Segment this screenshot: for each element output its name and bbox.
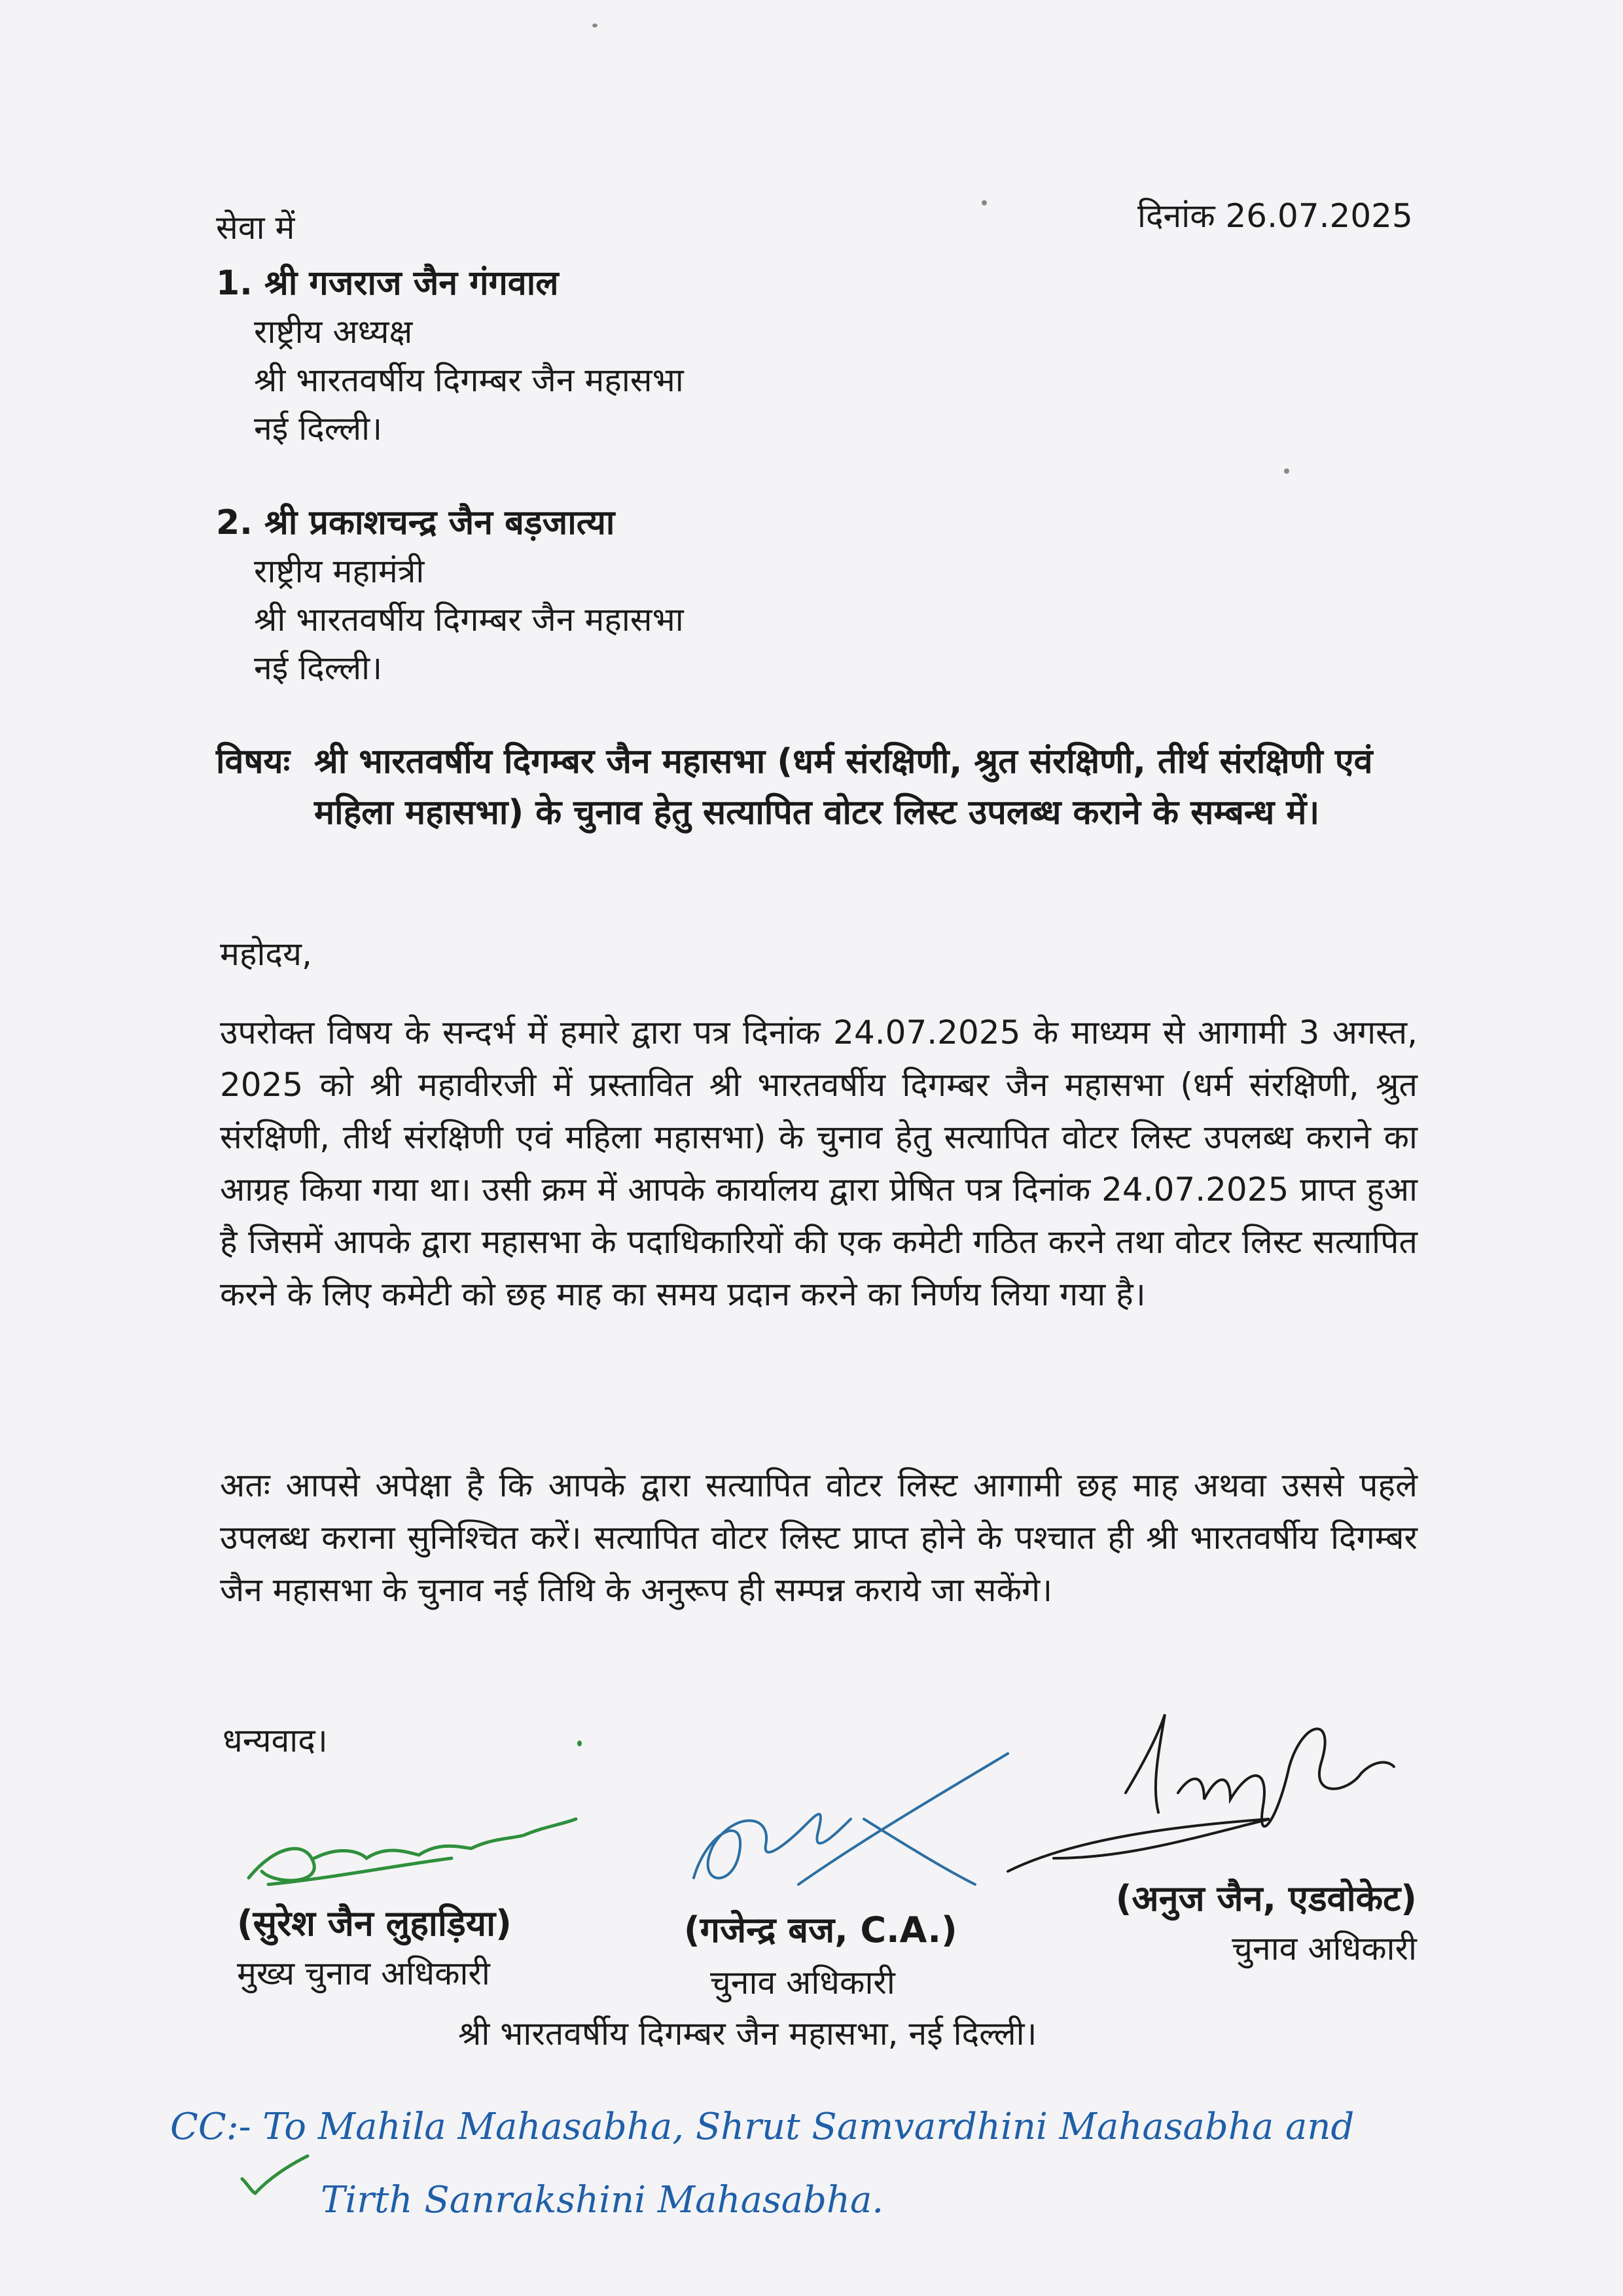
signatory-3-name: (अनुज जैन, एडवोकेट) (1115, 1878, 1417, 1919)
signatory-2-role: चुनाव अधिकारी (710, 1964, 895, 2002)
recipient-2-org: श्री भारतवर्षीय दिगम्बर जैन महासभा (254, 601, 684, 639)
signatory-3-role: चुनाव अधिकारी (1232, 1930, 1417, 1968)
paragraph-1: उपरोक्त विषय के सन्दर्भ में हमारे द्वारा पत्र दिनांक 24.07.2025 के माध्यम से आगामी 3 अगस्त, 2025 को श्री महावीरजी में प्रस्तावित श्री भारतवर्षीय दिगम्बर जैन महासभा (धर्म संरक्षिणी, श्रुत संरक्षिणी, तीर्थ संरक्षिणी एवं महिला महासभा) के चुनाव हेतु सत्यापित वोटर लिस्ट उपलब्ध कराने का आग्रह किया गया था। उसी क्रम में आपके कार्यालय द्वारा प्रेषित पत्र दिनांक 24.07.2025 प्राप्त हुआ है जिसमें आपके द्वारा महासभा के पदाधिकारियों की एक कमेटी गठित करने तथा वोटर लिस्ट सत्यापित करने के लिए कमेटी को छह माह का समय प्रदान करने का निर्णय लिया गया है। (220, 1014, 1418, 1313)
recipient-1-designation: राष्ट्रीय अध्यक्ष (254, 313, 413, 351)
signatory-2-name: (गजेन्द्र बज, C.A.) (684, 1909, 957, 1951)
signatory-1-name: (सुरेश जैन लुहाड़िया) (237, 1903, 512, 1944)
signatory-1 (237, 1898, 512, 1994)
cc-line-1: CC:- To Mahila Mahasabha, Shrut Samvardhini Mahasabha and (170, 2106, 1355, 2148)
paper-speck (982, 200, 987, 205)
organisation-footer: श्री भारतवर्षीय दिगम्बर जैन महासभा, नई दिल्ली। (458, 2015, 1037, 2053)
signature-suresh-icon (236, 1786, 628, 1904)
letter-date: दिनांक 26.07.2025 (1137, 197, 1413, 235)
recipient-2-city: नई दिल्ली। (254, 649, 383, 687)
paragraph-2: अतः आपसे अपेक्षा है कि आपके द्वारा सत्यापित वोटर लिस्ट आगामी छह माह अथवा उससे पहले उपलब्ध कराना सुनिश्चित करें। सत्यापित वोटर लिस्ट प्राप्त होने के पश्चात ही श्री भारतवर्षीय दिगम्बर जैन महासभा के चुनाव नई तिथि के अनुरूप ही सम्पन्न कराये जा सकेंगे। (220, 1466, 1418, 1609)
signature-anuj-icon (995, 1695, 1414, 1891)
recipient-1-city: नई दिल्ली। (254, 410, 383, 448)
recipient-2 (216, 499, 684, 692)
paper-speck (577, 1740, 582, 1746)
signatory-2 (684, 1904, 957, 2004)
signatory-3 (1083, 1873, 1417, 1969)
tick-mark-icon (236, 2153, 314, 2199)
paper-speck (1284, 468, 1289, 474)
signatory-1-role: मुख्य चुनाव अधिकारी (237, 1954, 490, 1992)
seva-mein: सेवा में (216, 209, 295, 247)
recipient-1 (216, 259, 684, 453)
subject-text: श्री भारतवर्षीय दिगम्बर जैन महासभा (धर्म संरक्षिणी, श्रुत संरक्षिणी, तीर्थ संरक्षिणी एवं महिला महासभा) के चुनाव हेतु सत्यापित वोटर लिस्ट उपलब्ध कराने के सम्बन्ध में। (314, 742, 1373, 832)
signature-gajendra-icon (668, 1740, 1034, 1911)
cc-line-2: Tirth Sanrakshini Mahasabha. (321, 2179, 884, 2221)
recipient-2-name: 2. श्री प्रकाशचन्द्र जैन बड़जात्या (216, 503, 615, 542)
subject-block (216, 736, 1420, 838)
recipient-2-designation: राष्ट्रीय महामंत्री (254, 552, 425, 590)
closing: धन्यवाद। (223, 1722, 328, 1759)
recipient-1-org: श्री भारतवर्षीय दिगम्बर जैन महासभा (254, 361, 684, 399)
salutation: महोदय, (220, 935, 312, 973)
recipient-1-name: 1. श्री गजराज जैन गंगवाल (216, 264, 559, 303)
subject-label: विषयः (216, 742, 291, 781)
paper-speck (592, 24, 597, 27)
